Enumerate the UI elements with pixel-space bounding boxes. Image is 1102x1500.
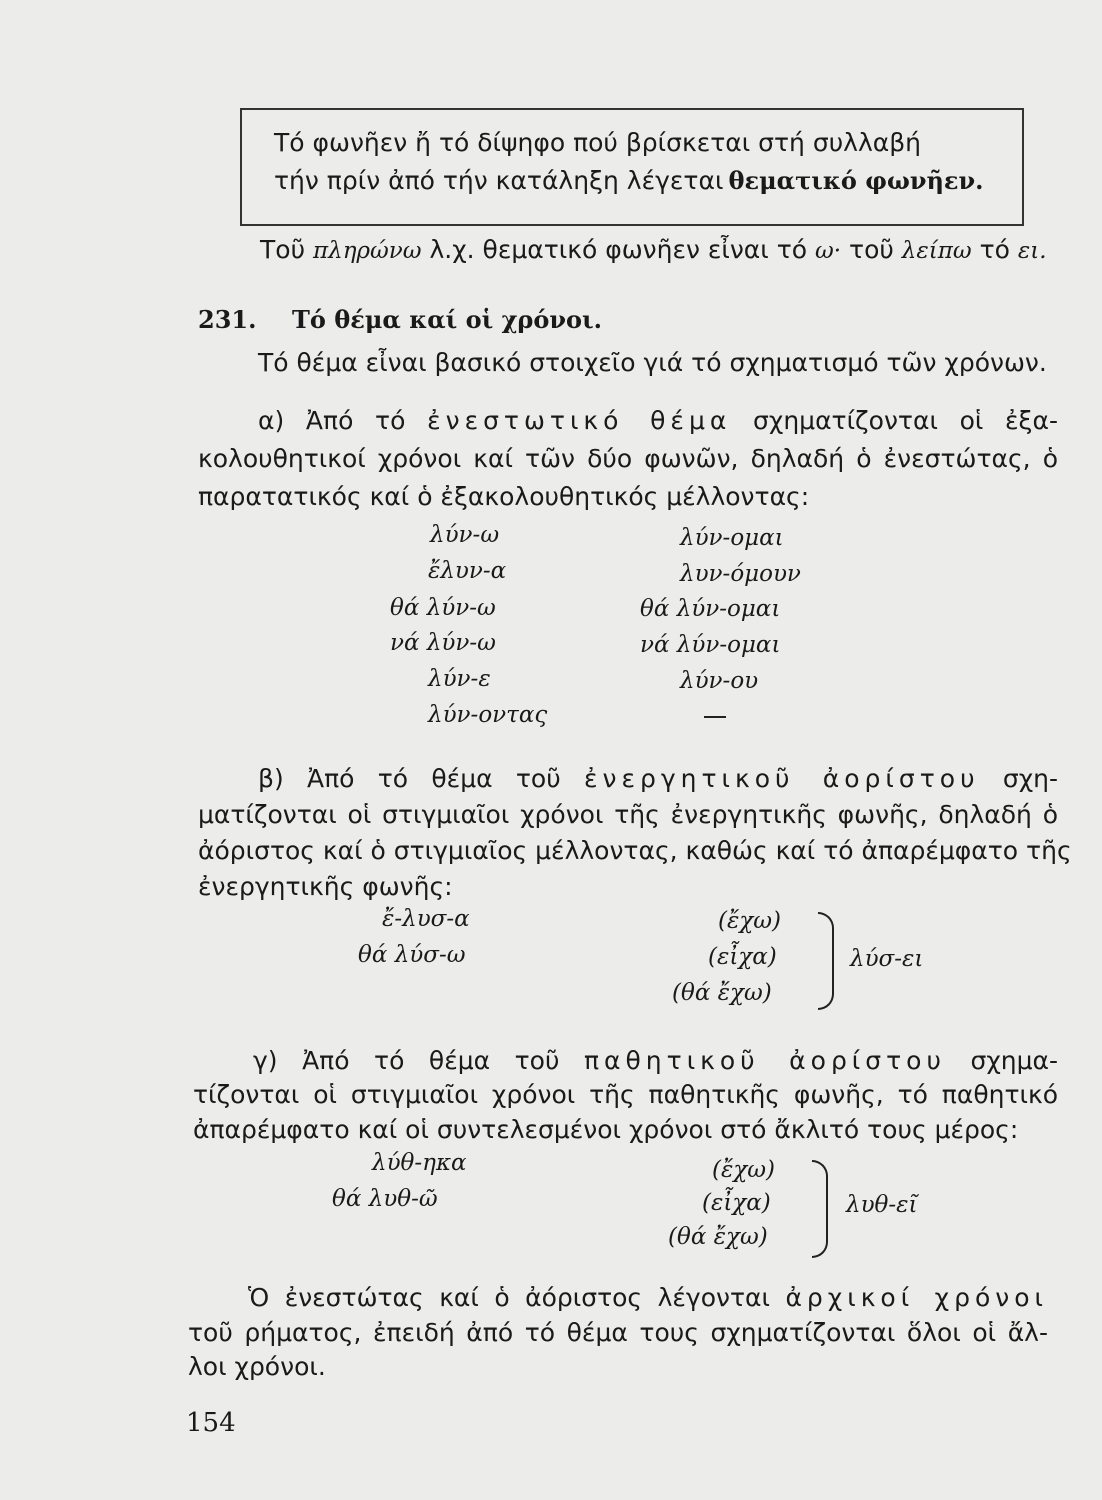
example-text: Τοῦ [260, 235, 306, 264]
active-form: νά λύν-ω [390, 630, 496, 656]
auxiliary-verb: (θά ἔχω) [668, 1224, 768, 1250]
passive-aorist-form: θά λυθ-ῶ [332, 1186, 438, 1212]
passive-aorist-form: λύθ-ηκα [372, 1150, 467, 1176]
example-text: λ.χ. θεματικό φωνῆεν εἶναι τό [429, 235, 808, 264]
passive-form: νά λύν-ομαι [640, 632, 781, 658]
part-b-term: ἐνεργητικοῦ ἀορίστου [583, 764, 980, 793]
part-c-text: σχημα- [970, 1046, 1059, 1075]
active-form: θά λύν-ω [390, 595, 496, 621]
passive-form: λύν-ομαι [680, 525, 784, 551]
passive-form: λυν-όμουν [680, 561, 801, 587]
passive-form: θά λύν-ομαι [640, 596, 781, 622]
auxiliary-verb: (θά ἔχω) [672, 980, 772, 1006]
active-form: λύν-οντας [428, 702, 548, 728]
definition-line-2 [274, 166, 984, 195]
infinitive-form: λύσ-ει [850, 946, 924, 972]
part-b-line-4: ἐνεργητικῆς φωνῆς: [198, 872, 453, 901]
part-c-line-3: ἀπαρέμφατο καί οἱ συντελεσμένοι χρόνοι στό ἄκλιτό τους μέρος: [193, 1115, 1019, 1144]
passive-form: λύν-ου [680, 668, 759, 694]
conclusion-text: Ὁ ἐνεστώτας καί ὁ ἀόριστος λέγονται [248, 1283, 770, 1312]
section-title: Τό θέμα καί οἱ χρόνοι. [292, 305, 602, 334]
aorist-form: θά λύσ-ω [358, 942, 466, 968]
aorist-form: ἔ-λυσ-α [382, 906, 470, 932]
empty-form-dash [704, 716, 726, 718]
section-number: 231. [198, 305, 257, 334]
conclusion-line-1 [248, 1283, 1048, 1312]
auxiliary-verb: (εἶχα) [702, 1190, 771, 1216]
definition-box [240, 108, 1024, 226]
grouping-brace [818, 912, 834, 1010]
active-form: λύν-ε [428, 666, 491, 692]
infinitive-form: λυθ-εῖ [846, 1192, 918, 1218]
auxiliary-verb: (εἶχα) [708, 944, 777, 970]
part-b-line-1 [258, 764, 1058, 793]
part-a-line-1 [258, 406, 1058, 435]
definition-term: θεματικό φωνῆεν. [728, 166, 984, 195]
definition-text: τήν πρίν ἀπό τήν κατάληξη λέγεται [274, 166, 724, 195]
grouping-brace [812, 1160, 828, 1258]
example-word: λείπω [901, 238, 972, 264]
part-a-line-3: παρατατικός καί ὁ ἐξακολουθητικός μέλλοντας: [198, 482, 810, 511]
active-form: ἔλυν-α [428, 558, 507, 584]
auxiliary-verb: (ἔχω) [718, 908, 781, 934]
example-text: τοῦ [849, 235, 894, 264]
part-a-term: ἐνεστωτικό θέμα [427, 406, 732, 435]
part-c-label: γ) Ἀπό τό θέμα τοῦ [253, 1046, 560, 1075]
part-b-label: β) Ἀπό τό θέμα τοῦ [258, 764, 561, 793]
part-c-line-2: τίζονται οἱ στιγμιαῖοι χρόνοι τῆς παθητικῆς φωνῆς, τό παθητικό [193, 1080, 1058, 1109]
part-c-line-1 [253, 1046, 1058, 1075]
auxiliary-verb: (ἔχω) [712, 1157, 775, 1183]
example-word: ει. [1017, 238, 1047, 264]
example-line [260, 235, 1047, 264]
part-b-line-3: ἀόριστος καί ὁ στιγμιαῖος μέλλοντας, καθώς καί τό ἀπαρέμφατο τῆς [198, 836, 1072, 865]
intro-paragraph: Τό θέμα εἶναι βασικό στοιχεῖο γιά τό σχηματισμό τῶν χρόνων. [258, 348, 1047, 377]
part-c-term: παθητικοῦ ἀορίστου [583, 1046, 946, 1075]
conclusion-term: ἀρχικοί χρόνοι [785, 1283, 1049, 1312]
part-a-line-2: κολουθητικοί χρόνοι καί τῶν δύο φωνῶν, δηλαδή ὁ ἐνεστώτας, ὁ [198, 444, 1058, 473]
page-number: 154 [186, 1408, 236, 1438]
part-a-text: σχηματίζονται οἱ ἐξα- [753, 406, 1058, 435]
conclusion-line-2: τοῦ ρήματος, ἐπειδή ἀπό τό θέμα τους σχηματίζονται ὅλοι οἱ ἄλ- [188, 1318, 1048, 1347]
part-b-line-2: ματίζονται οἱ στιγμιαῖοι χρόνοι τῆς ἐνεργητικῆς φωνῆς, δηλαδή ὁ [198, 800, 1058, 829]
part-b-text: σχη- [1002, 764, 1058, 793]
definition-line-1: Τό φωνῆεν ἤ τό δίψηφο πού βρίσκεται στή συλλαβή [274, 128, 922, 157]
example-word: ω· [815, 238, 842, 264]
active-form: λύν-ω [430, 522, 500, 548]
conclusion-line-3: λοι χρόνοι. [188, 1352, 326, 1381]
part-a-label: α) Ἀπό τό [258, 406, 406, 435]
example-text: τό [979, 235, 1010, 264]
example-word: πληρώνω [313, 238, 422, 264]
